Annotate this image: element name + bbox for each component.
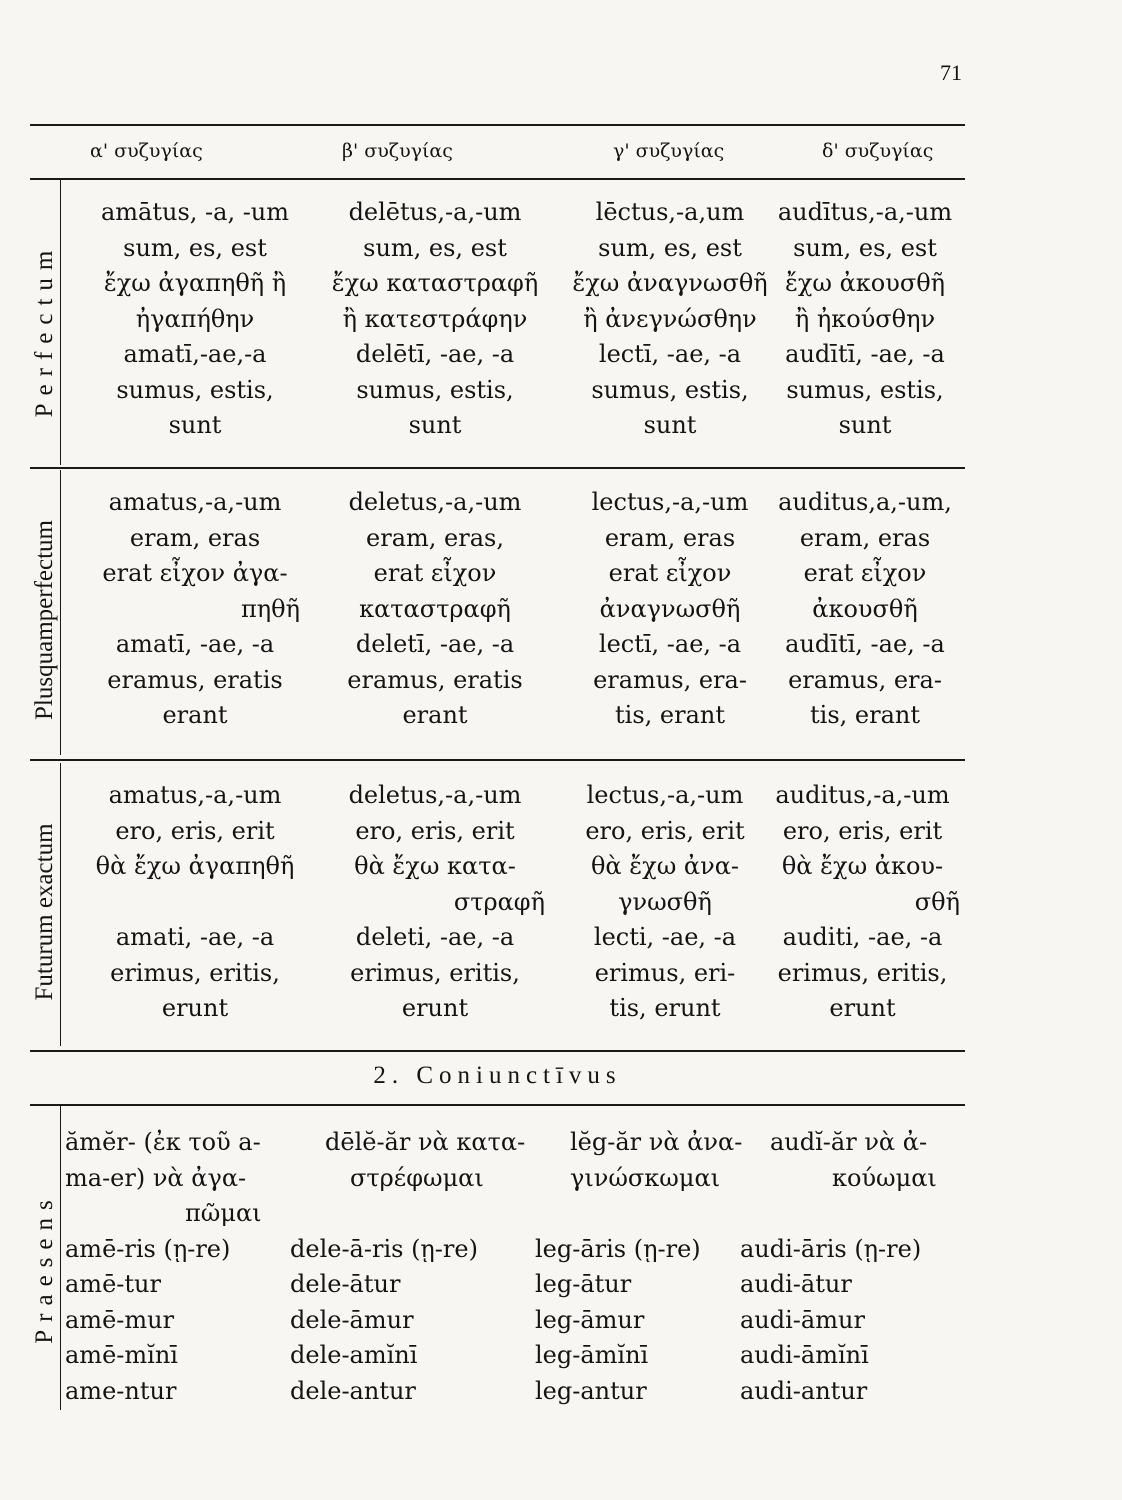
cell: amatus,-a,-um	[108, 781, 282, 809]
cell: ἔχω ἀναγνωσθῆ	[572, 269, 768, 297]
cell: audi-āmur	[740, 1305, 865, 1334]
cell: auditus,-a,-um	[775, 781, 950, 809]
cell: ero, eris, erit	[355, 816, 515, 845]
cell: θὰ ἔχω κατα-	[354, 852, 516, 880]
cell: leg-āmĭnī	[535, 1341, 649, 1369]
cell: sum, es, est	[598, 233, 742, 262]
cell: sunt	[838, 411, 892, 439]
futurum-col3	[560, 778, 770, 1027]
cell: erat εἶχον ἀγα-	[102, 559, 288, 587]
section-plusquamperfectum	[30, 485, 965, 755]
cell: γνωσθῆ	[618, 887, 712, 916]
cell: σθῆ	[914, 887, 960, 916]
cell: tis, erunt	[609, 994, 721, 1022]
cell: amē-ris (ῃ-re)	[65, 1234, 231, 1263]
cell	[70, 885, 320, 921]
cell: amē-tur	[65, 1270, 161, 1298]
cell: eramus, eratis	[107, 665, 283, 694]
perfectum-col4	[765, 195, 965, 444]
praesens-col1	[65, 1125, 315, 1409]
cell: θὰ ἔχω ἀνα-	[590, 852, 740, 880]
cell: erimus, eritis,	[110, 958, 280, 987]
cell: ἔχω καταστραφῆ	[331, 269, 539, 297]
cell: ἢ κατεστράφην	[342, 304, 528, 333]
cell: erunt	[161, 994, 229, 1022]
cell: erunt	[829, 994, 896, 1022]
section-rule	[30, 1050, 965, 1052]
mood-title: 2. Coniunctīvus	[373, 1062, 622, 1089]
cell: auditus,a,-um,	[778, 488, 952, 516]
praesens-col3	[535, 1125, 755, 1409]
cell	[290, 1196, 550, 1232]
cell: amatī,-ae,-a	[123, 340, 267, 368]
cell: πῶμαι	[185, 1199, 262, 1227]
cell: lēctus,-a,um	[595, 198, 745, 226]
cell: dele-āmur	[290, 1305, 414, 1334]
cell: erant	[402, 701, 468, 729]
cell: audi-āmĭnī	[740, 1341, 869, 1369]
cell: lectus,-a,-um	[586, 781, 744, 809]
cell: dele-amĭnī	[290, 1341, 418, 1369]
cell: lectī, -ae, -a	[598, 630, 742, 658]
cell: amē-mur	[65, 1305, 175, 1334]
cell: leg-āmur	[535, 1305, 645, 1334]
cell: dele-ātur	[290, 1270, 401, 1298]
top-rule	[30, 124, 965, 126]
header-col3: γ' συζυγίας	[613, 140, 725, 162]
cell: ero, eris, erit	[782, 816, 943, 845]
cell: lectus,-a,-um	[591, 488, 749, 516]
cell: amatī, -ae, -a	[115, 630, 275, 658]
cell: delētus,-a,-um	[348, 198, 522, 226]
cell: lectī, -ae, -a	[598, 340, 742, 368]
cell: eram, eras	[129, 523, 261, 552]
cell: audītī, -ae, -a	[785, 340, 945, 368]
plusquam-col3	[570, 485, 770, 734]
page-number: 71	[940, 60, 962, 85]
cell: ἔχω ἀγαπηθῆ ἢ	[103, 269, 287, 297]
cell: sumus, estis,	[786, 375, 944, 404]
side-divider	[60, 763, 61, 1046]
cell: erat εἶχον	[373, 559, 497, 587]
cell: sunt	[168, 411, 222, 439]
futurum-col2	[325, 778, 545, 1027]
cell: ămĕr- (ἐκ τοῦ a-	[65, 1128, 261, 1156]
cell: lecti, -ae, -a	[593, 923, 737, 951]
cell: audītī, -ae, -a	[785, 630, 945, 658]
column-header	[30, 140, 965, 170]
side-divider	[60, 470, 61, 755]
section-praesens	[30, 1125, 965, 1410]
cell: erimus, eritis,	[350, 958, 520, 987]
cell: leg-āris (ῃ-re)	[535, 1234, 701, 1263]
cell: eramus, era-	[593, 665, 747, 694]
cell: deleti, -ae, -a	[355, 923, 515, 951]
praesens-col4	[740, 1125, 965, 1409]
section-futurum	[30, 778, 965, 1046]
cell: deletī, -ae, -a	[355, 630, 515, 658]
cell: sunt	[643, 411, 697, 439]
perfectum-col2	[325, 195, 545, 444]
cell: audi-antur	[740, 1376, 868, 1405]
cell: amātus, -a, -um	[100, 198, 290, 226]
section-rule	[30, 759, 965, 761]
cell: ἢ ἀνεγνώσθην	[583, 304, 757, 333]
cell: sum, es, est	[123, 233, 267, 262]
cell: sum, es, est	[363, 233, 507, 262]
perfectum-col3	[570, 195, 770, 444]
plusquam-col1	[75, 485, 315, 734]
cell: sunt	[408, 411, 462, 439]
cell: amē-mĭnī	[65, 1341, 178, 1369]
cell: tis, erant	[810, 701, 920, 729]
cell: eram, eras,	[366, 523, 504, 552]
cell: ma-er) νὰ ἀγα-	[65, 1163, 247, 1192]
cell: ἀναγνωσθῆ	[599, 594, 741, 623]
cell: audi-ātur	[740, 1270, 852, 1298]
cell: amatus,-a,-um	[108, 488, 282, 516]
cell: erimus, eri-	[594, 958, 736, 987]
cell: ero, eris, erit	[115, 816, 275, 845]
cell: ἠγαπήθην	[135, 304, 255, 333]
cell: audītus,-a,-um	[777, 198, 953, 226]
cell: delētī, -ae, -a	[355, 340, 515, 368]
label-praesens: Praesens	[31, 1191, 58, 1344]
perfectum-col1	[75, 195, 315, 444]
cell: tis, erant	[615, 701, 725, 729]
cell: θὰ ἔχω ἀγαπηθῆ	[95, 852, 295, 880]
cell	[740, 1196, 965, 1232]
cell: auditi, -ae, -a	[782, 923, 943, 951]
header-col2: β' συζυγίας	[342, 140, 453, 162]
cell: erimus, eritis,	[777, 958, 948, 987]
cell: deletus,-a,-um	[348, 781, 522, 809]
cell: eram, eras	[799, 523, 931, 552]
header-rule	[30, 178, 965, 180]
label-perfectum: Perfectum	[31, 242, 58, 418]
mood-rule	[30, 1104, 965, 1106]
cell: ero, eris, erit	[585, 816, 745, 845]
section-rule	[30, 467, 965, 469]
cell: erunt	[401, 994, 469, 1022]
futurum-col1	[70, 778, 320, 1027]
cell: eram, eras	[604, 523, 736, 552]
praesens-col2	[290, 1125, 550, 1409]
cell: στραφῆ	[453, 887, 545, 916]
side-divider	[60, 180, 61, 465]
cell: ame-ntur	[65, 1376, 177, 1405]
label-plusquamperfectum: Plusquamperfectum	[31, 520, 58, 720]
label-futurum: Futurum exactum	[31, 823, 58, 1001]
header-col4: δ' συζυγίας	[822, 140, 934, 162]
cell: καταστραφῆ	[359, 594, 511, 623]
cell: sumus, estis,	[591, 375, 749, 404]
cell: sum, es, est	[793, 233, 937, 262]
cell: ἔχω ἀκουσθῆ	[784, 269, 946, 297]
cell: amati, -ae, -a	[115, 923, 275, 951]
section-perfectum	[30, 195, 965, 465]
side-divider	[60, 1105, 61, 1410]
cell: κούωμαι	[832, 1163, 937, 1192]
cell: sumus, estis,	[116, 375, 274, 404]
cell: erat εἶχον	[803, 559, 927, 587]
plusquam-col2	[325, 485, 545, 734]
cell: στρέφωμαι	[350, 1163, 484, 1192]
cell	[535, 1196, 755, 1232]
cell: dele-antur	[290, 1376, 416, 1405]
cell: lĕg-ăr νὰ ἀνα-	[570, 1128, 743, 1156]
cell: audĭ-ăr νὰ ἀ-	[770, 1128, 928, 1156]
cell: πηθῆ	[241, 594, 300, 623]
cell: θὰ ἔχω ἀκου-	[781, 852, 944, 880]
cell: erat εἶχον	[608, 559, 732, 587]
cell: dēlĕ-ăr νὰ κατα-	[325, 1128, 526, 1156]
cell: γινώσκωμαι	[570, 1163, 721, 1192]
cell: audi-āris (ῃ-re)	[740, 1234, 922, 1263]
cell: ἀκουσθῆ	[812, 594, 918, 623]
cell: sumus, estis,	[356, 375, 514, 404]
header-col1: α' συζυγίας	[90, 140, 203, 162]
futurum-col4	[760, 778, 965, 1027]
cell: leg-ātur	[535, 1270, 632, 1298]
cell: eramus, era-	[788, 665, 942, 694]
cell: erant	[162, 701, 228, 729]
cell: leg-antur	[535, 1376, 647, 1405]
plusquam-col4	[765, 485, 965, 734]
cell: dele-ā-ris (ῃ-re)	[290, 1234, 478, 1263]
cell: deletus,-a,-um	[348, 488, 522, 516]
cell: ἢ ἠκούσθην	[794, 304, 936, 333]
cell: eramus, eratis	[347, 665, 523, 694]
